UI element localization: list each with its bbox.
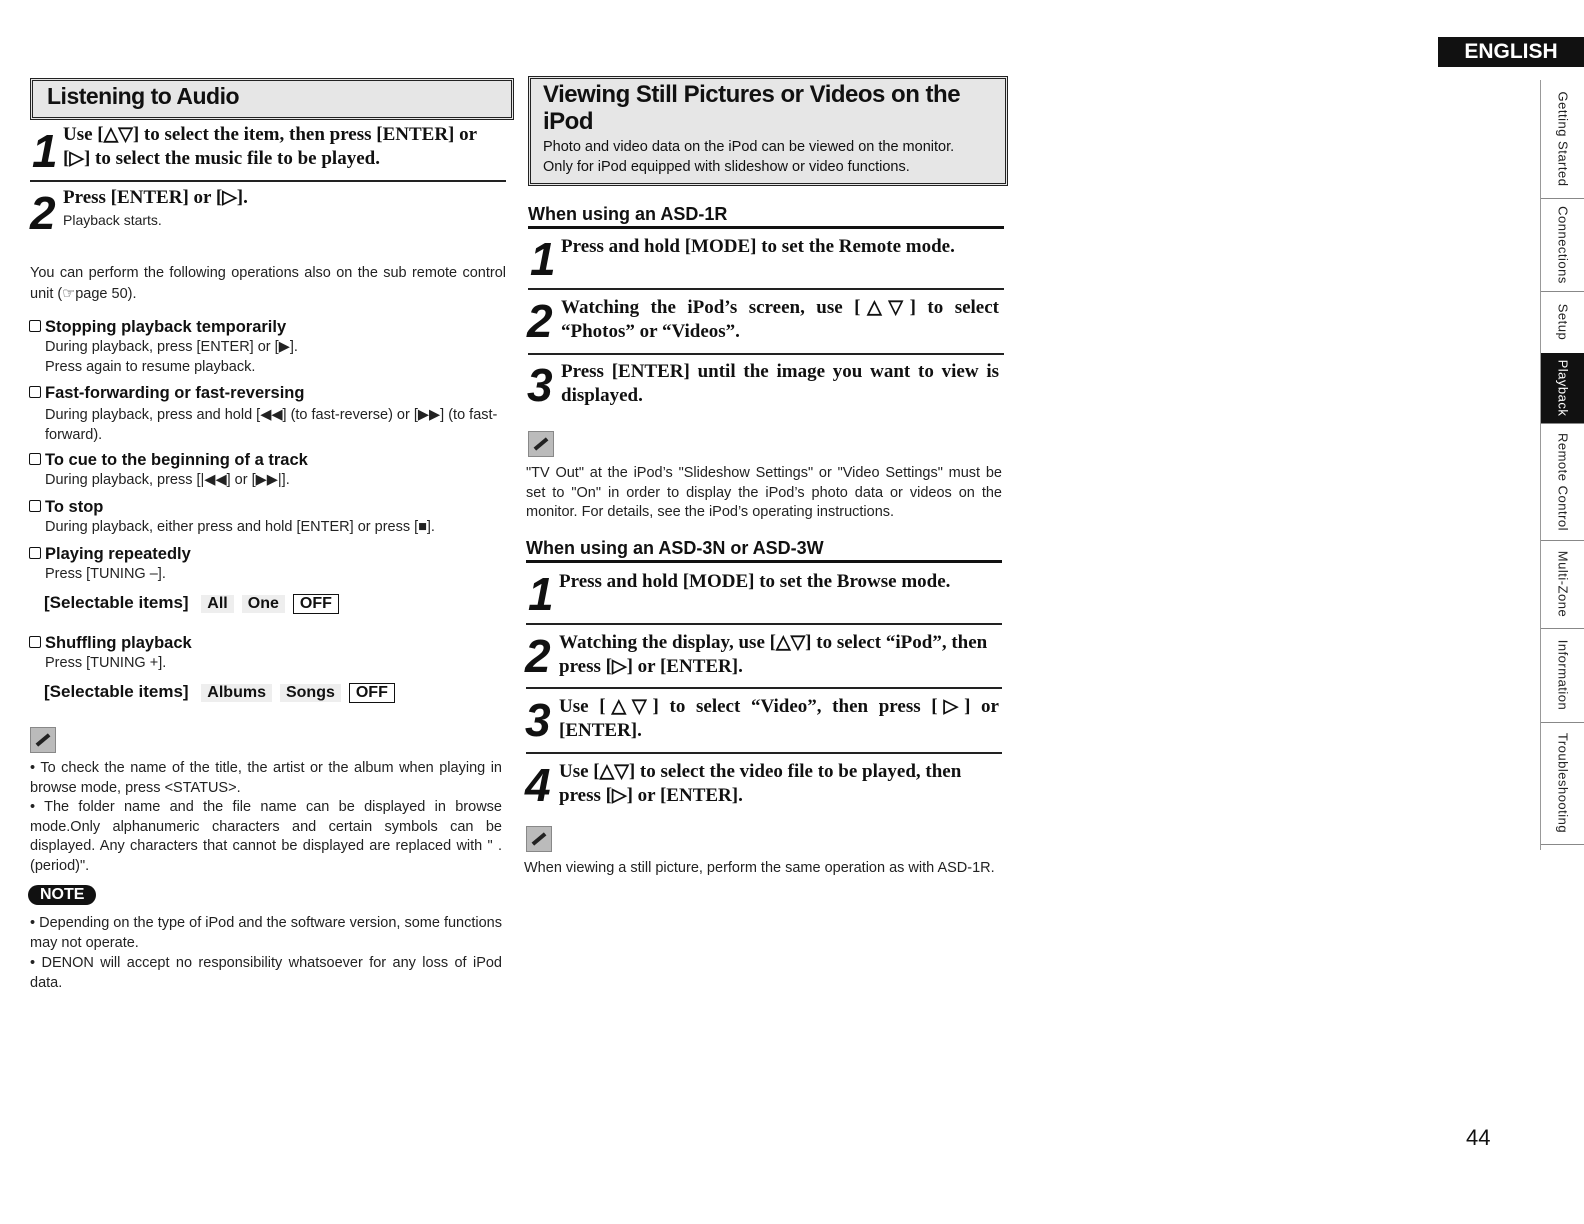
step-text: Watching the iPod’s screen, use [△▽] to select “Photos” or “Videos”. [561, 297, 999, 342]
step-number: 1 [530, 233, 556, 285]
pencil-icon [30, 727, 56, 753]
step-number: 3 [527, 359, 553, 411]
tip-text: When viewing a still picture, perform the same operation as with ASD-1R. [524, 860, 995, 876]
op-line: Press [TUNING +]. [45, 655, 167, 671]
op-line: Press again to resume playback. [45, 359, 256, 375]
step-text: Press [ENTER] or [▷]. [63, 187, 248, 208]
op-line: During playback, press and hold [◀◀] (to fast-reverse) or [▶▶] (to fast-forward). [45, 407, 498, 443]
divider [526, 623, 1002, 625]
divider [526, 687, 1002, 689]
step-number: 4 [525, 759, 551, 811]
page-title: Listening to Audio [47, 83, 240, 109]
step-number: 2 [525, 630, 551, 682]
op-heading: Stopping playback temporarily [29, 318, 286, 337]
step-text: Press [ENTER] until the image you want to view is displayed. [561, 361, 999, 406]
subheading-asd1r: When using an ASD-1R [528, 204, 1004, 229]
step-text: Press and hold [MODE] to set the Browse mode. [559, 571, 951, 592]
op-line: During playback, press [ENTER] or [▶]. [45, 339, 298, 355]
pencil-icon [528, 431, 554, 457]
language-tab: ENGLISH [1438, 37, 1584, 67]
note-badge: NOTE [28, 885, 96, 905]
tab-multi-zone[interactable]: Multi-Zone [1541, 540, 1584, 629]
section-title-viewing [528, 76, 1008, 186]
divider [30, 180, 506, 182]
section-description: Photo and video data on the iPod can be viewed on the monitor. [543, 139, 955, 155]
divider [528, 353, 1004, 355]
intro-text: You can perform the following operations also on the sub remote control unit (☞page 50). [30, 265, 506, 302]
pencil-icon [526, 826, 552, 852]
subheading-asd3: When using an ASD-3N or ASD-3W [526, 538, 1002, 563]
tab-remote-control[interactable]: Remote Control [1541, 423, 1584, 541]
tab-information[interactable]: Information [1541, 628, 1584, 723]
step-number: 3 [525, 694, 551, 746]
tip-bullet: • To check the name of the title, the artist or the album when playing in browse mode, press <STATUS>. [30, 760, 502, 796]
side-tab-bar [1540, 80, 1584, 850]
tab-playback[interactable]: Playback [1541, 353, 1584, 424]
op-line: Press [TUNING –]. [45, 566, 166, 582]
step-text: Use [△▽] to select the video file to be played, then press [▷] or [ENTER]. [559, 761, 962, 806]
selectable-items-shuffle: [Selectable items] Albums Songs OFF [44, 682, 395, 703]
step-number: 1 [32, 125, 58, 177]
step-number: 2 [527, 295, 553, 347]
step-text: Press and hold [MODE] to set the Remote mode. [561, 236, 955, 257]
section-description: Only for iPod equipped with slideshow or video functions. [543, 159, 910, 175]
divider [526, 752, 1002, 754]
step-subtext: Playback starts. [63, 212, 162, 228]
tip-text: "TV Out" at the iPod’s "Slideshow Settings" or "Video Settings" must be set to "On" in order to display the iPod’s photo data or videos on the monitor. For details, see the iPod’s operating instructions. [526, 465, 1002, 520]
tab-troubleshooting[interactable]: Troubleshooting [1541, 722, 1584, 845]
note-bullet: • DENON will accept no responsibility whatsoever for any loss of iPod data. [30, 955, 502, 991]
step-number: 1 [528, 568, 554, 620]
step-text: Use [△▽] to select the item, then press [ENTER] or [▷] to select the music file to be played. [63, 124, 477, 169]
page-number: 44 [1466, 1125, 1491, 1150]
selectable-items-repeat: [Selectable items] All One OFF [44, 593, 339, 614]
note-bullet: • Depending on the type of iPod and the software version, some functions may not operate. [30, 915, 502, 951]
op-heading: To cue to the beginning of a track [29, 451, 308, 470]
section-title: Viewing Still Pictures or Videos on the iPod [543, 81, 961, 135]
op-heading: Fast-forwarding or fast-reversing [29, 384, 304, 403]
op-heading: To stop [29, 498, 103, 517]
step-number: 2 [30, 187, 56, 239]
section-title-listening [30, 78, 514, 120]
tip-bullet: • The folder name and the file name can be displayed in browse mode.Only alphanumeric characters and certain symbols can be displayed. Any characters that cannot be displayed are replaced with " . (period)". [30, 799, 502, 874]
tab-connections[interactable]: Connections [1541, 198, 1584, 292]
op-heading: Shuffling playback [29, 634, 192, 653]
op-line: During playback, either press and hold [ENTER] or press [■]. [45, 519, 435, 535]
op-line: During playback, press [|◀◀] or [▶▶|]. [45, 472, 290, 488]
divider [528, 288, 1004, 290]
tab-setup[interactable]: Setup [1541, 291, 1584, 354]
op-heading: Playing repeatedly [29, 545, 191, 564]
tab-getting-started[interactable]: Getting Started [1541, 80, 1584, 199]
step-text: Watching the display, use [△▽] to select “iPod”, then press [▷] or [ENTER]. [559, 632, 988, 677]
step-text: Use [△▽] to select “Video”, then press [▷] or [ENTER]. [559, 696, 999, 741]
